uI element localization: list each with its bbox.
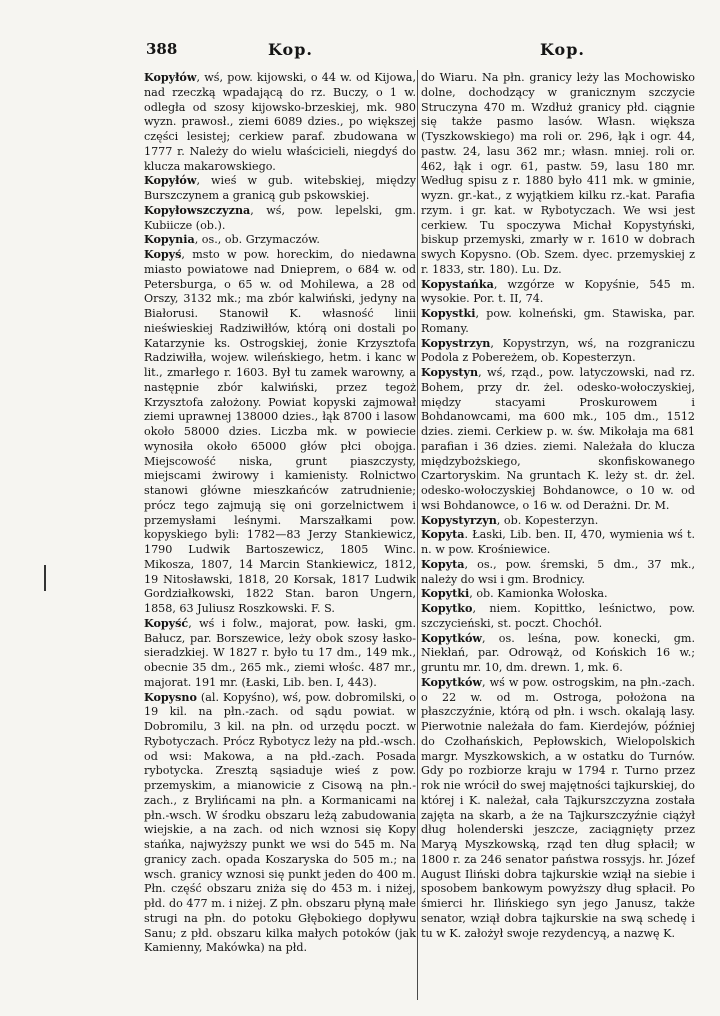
entry-text: , wzgórze w Kopyśnie, 545 m. wysokie. Por. t. II, 74. xyxy=(421,277,695,306)
entry-headword: Kopytko xyxy=(421,602,473,615)
entry-headword: Kopyta xyxy=(421,528,465,542)
entry-headword: Kopysno xyxy=(144,690,197,704)
dictionary-entry xyxy=(421,337,695,367)
entry-text: , os., ob. Grzymaczów. xyxy=(194,233,320,247)
entry-headword: Kopyta xyxy=(421,557,465,571)
dictionary-entry xyxy=(144,248,416,617)
entry-text: , wieś w gub. witebskiej, między Burszczynem a granicą gub pskowskiej. xyxy=(144,174,416,202)
entry-headword: Kopyłów xyxy=(144,71,197,84)
entry-headword: Kopystyn xyxy=(421,366,479,379)
entry-text: , Kopystrzyn, wś, na rozgraniczu Podola z Pobereżem, ob. Kopesterzyn. xyxy=(421,336,695,365)
entry-text: do Wiaru. Na płn. granicy leży las Mochowisko dolne, dochodzący w granicznym szczycie Struczyna 470 m. Wzdłuż granicy płd. ciągnie się także pasmo lasów. Własn. większa (Tyszkowskiego) ma roli or. 296, łąk i ogr. 44, pastw. 24, lasu 362 mr.; własn. mniej. roli or. 462, łąk i ogr. 61, pastw. 59, lasu 180 mr. Według spisu z r. 1880 było 411 mk. w gminie, wyzn. gr.-kat., z wyjątkiem kilku rz.-kat. Parafia rzym. i gr. kat. w Rybotyczach. We wsi jest cerkiew. Tu spoczywa Michał Kopystyński, biskup przemyski, zmarły w r. 1610 w dobrach swych Kopysno. (Ob. Szem. dyec. przemyskiej z r. 1833, str. 180). Lu. Dz. xyxy=(421,71,695,276)
left-column xyxy=(144,71,416,1003)
entry-text: , os. leśna, pow. konecki, gm. Niekłań, par. Odrowąż, od Końskich 16 w.; gruntu mr. 10, dm. drewn. 1, mk. 6. xyxy=(421,631,695,674)
running-head-right: Kop. xyxy=(540,40,585,59)
entry-text: , wś w pow. ostrogskim, na płn.-zach. o 22 w. od m. Ostroga, położona na płaszczyźnie, którą od płn. i wsch. okalają lasy. Pierwotnie należała do fam. Kierdejów, później do Czołhańskich, Pepłowskich, Wielopolskich margr. Myszkowskich, a w ostatku do Turnów. Gdy po rozbiorze kraju w 1794 r. Turno przez rok nie wrócił do swej majętności tajkurskiej, do której i K. należał, cała Tajkurszczyzna została zajęta na skarb, a że na Tajkurszczyźnie ciążył dług holenderski jeszcze, zaciągnięty przez Maryą Myszkowską, rząd ten dług spłacił; w 1800 r. za 246 senator państwa rossyjs. hr. Józef August Iliński dobra tajkurskie wziął na siebie i sposobem bankowym powyższy dług spłacił. Po śmierci hr. Ilińskiego syn jego Janusz, także senator, wziął dobra tajkurskie na swą schedę i tu w K. założył swoje rezydencyą, a nazwę K. xyxy=(421,675,695,940)
dictionary-entry xyxy=(421,632,695,676)
dictionary-entry xyxy=(421,366,695,514)
entry-text: , ob. Kopesterzyn. xyxy=(496,513,599,527)
dictionary-entry xyxy=(421,676,695,942)
entry-text: , ob. Kamionka Wołoska. xyxy=(469,587,608,601)
entry-headword: Kopytki xyxy=(421,587,470,601)
dictionary-entry xyxy=(421,71,695,278)
entry-headword: Kopyłowszczyzna xyxy=(144,203,251,217)
entry-headword: Kopystyrzyn xyxy=(421,513,497,527)
dictionary-entry xyxy=(421,587,695,602)
entry-text: . Łaski, Lib. ben. II, 470, wymienia wś t. n. w pow. Krośniewice. xyxy=(421,528,695,556)
entry-headword: Kopynia xyxy=(144,233,195,247)
entry-headword: Kopystrzyn xyxy=(421,336,491,350)
entry-text: (al. Kopyśno), wś, pow. dobromilski, o 19 kil. na płn.-zach. od sądu powiat. w Dobromilu, 3 kil. na płn. od urzędu poczt. w Rybotyczach. Prócz Rybotycz leży na płd.-wsch. od wsi: Makowa, a na płd.-zach. Posada rybotycka. Zresztą sąsiaduje wieś z pow. przemyskim, a mianowicie z Cisową na płn.-zach., z Brylińcami na płn. a Kormanicami na płn.-wsch. W środku obszaru leżą zabudowania wiejskie, a na zach. od nich wznosi się Kopy stańka, najwyższy punkt we wsi do 545 m. Na granicy zach. opada Koszaryska do 505 m.; na wsch. granicy wznosi się punkt jeden do 400 m. Płn. część obszaru zniża się do 453 m. i niżej, płd. do 477 m. i niżej. Z płn. obszaru płyną małe strugi na płn. do potoku Głębokiego dopływu Sanu; z płd. obszaru kilka małych potoków (jak Kamienny, Makówka) na płd. xyxy=(144,690,416,955)
dictionary-entry xyxy=(144,617,416,691)
dictionary-entry xyxy=(421,307,695,337)
page-number: 388 xyxy=(146,40,178,58)
entry-text: , wś, rząd., pow. latyczowski, nad rz. Bohem, przy dr. żel. odesko-wołoczyskiej, między stacyami Proskurowem i Bohdanowcami, ma 600 mk., 105 dm., 1512 dzies. ziemi. Cerkiew p. w. św. Mikołaja ma 681 parafian i 36 dzies. ziemi. Należała do klucza międzybożskiego, skonfiskowanego Czartoryskim. Na gruntach K. leży st. dr. żel. odesko-wołoczyskiej Bohdanowce, o 10 w. od wsi Bohdanowce, o 16 w. od Derażni. Dr. M. xyxy=(421,366,695,512)
dictionary-entry xyxy=(421,528,695,558)
entry-text: , os., pow. śremski, 5 dm., 37 mk., należy do wsi i gm. Brodnicy. xyxy=(421,557,695,586)
entry-headword: Kopystańka xyxy=(421,277,494,291)
dictionary-entry xyxy=(144,204,416,234)
entry-headword: Kopyś xyxy=(144,248,182,261)
entry-headword: Kopyść xyxy=(144,616,189,630)
dictionary-entry xyxy=(144,691,416,957)
entry-text: , pow. kolneński, gm. Stawiska, par. Romany. xyxy=(421,307,695,335)
entry-text: , msto w pow. horeckim, do niedawna miasto powiatowe nad Dnieprem, o 684 w. od Petersburga, o 65 w. od Mohilewa, a 28 od Orszy, 3132 mk.; ma zbór kalwiński, jedyny na Białorusi. Stanowił K. własność linii nieświeskiej Radziwiłłów, którą oni dostali po Katarzynie ks. Ostrogskiej, żonie Krzysztofa Radziwiłła, wojew. wileńskiego, hetm. i kanc w lit., zmarłego r. 1603. Był tu zamek warowny, a następnie zbór kalwiński, przez tegoż Krzysztofa założony. Powiat kopyski zajmował ziemi uprawnej 138000 dzies., łąk 8700 i lasow około 58000 dzies. Liczba mk. w powiecie wynosiła około 65000 głów płci obojga. Miejscowość niska, grunt piaszczysty, miejscami żwirowy i kamienisty. Rolnictwo stanowi główne mieszkańców zatrudnienie; prócz tego zajmują się oni gorzelnictwem i przemysłami leśnymi. Marszałkami pow. kopyskiego byli: 1782—83 Jerzy Stankiewicz, 1790 Ludwik Bartoszewicz, 1805 Winc. Mikosza, 1807, 14 Marcin Stankiewicz, 1812, 19 Nitosławski, 1818, 20 Korsak, 1817 Ludwik Gordziałkowski, 1822 Stan. baron Ungern, 1858, 63 Juliusz Roszkowski. F. S. xyxy=(144,248,416,615)
entry-headword: Kopytków xyxy=(421,631,483,645)
dictionary-entry xyxy=(421,602,695,632)
entry-headword: Kopystki xyxy=(421,307,476,320)
dictionary-entry xyxy=(421,514,695,529)
page-header xyxy=(0,40,720,64)
margin-mark xyxy=(44,565,46,591)
dictionary-entry xyxy=(144,233,416,248)
right-column xyxy=(421,71,695,1003)
dictionary-entry xyxy=(421,558,695,588)
running-head-left: Kop. xyxy=(268,40,313,59)
dictionary-entry xyxy=(421,278,695,308)
entry-text: , wś, pow. lepelski, gm. Kubiicze (ob.). xyxy=(144,203,416,232)
entry-text: , wś i folw., majorat, pow. łaski, gm. Bałucz, par. Borszewice, leży obok szosy łasko-sieradzkiej. W 1827 r. było tu 17 dm., 149 mk., obecnie 35 dm., 265 mk., ziemi włośc. 487 mr., majorat. 191 mr. (Łaski, Lib. ben. I, 443). xyxy=(144,616,416,689)
entry-headword: Kopyłów xyxy=(144,174,197,188)
entry-text: , niem. Kopittko, leśnictwo, pow. szczycieński, st. poczt. Chochół. xyxy=(421,602,695,630)
dictionary-entry xyxy=(144,71,416,174)
column-divider xyxy=(417,70,418,1000)
entry-text: , wś, pow. kijowski, o 44 w. od Kijowa, nad rzeczką wpadającą do rz. Buczy, o 1 w. odległa od szosy kijowsko-brzeskiej, mk. 980 wyzn. prawosł., ziemi 6089 dzies., po większej części lesistej; cerkiew paraf. zbudowana w 1777 r. Należy do wielu właścicieli, niegdyś do klucza makarowskiego. xyxy=(144,71,416,173)
entry-headword: Kopytków xyxy=(421,675,483,689)
dictionary-entry xyxy=(144,174,416,204)
